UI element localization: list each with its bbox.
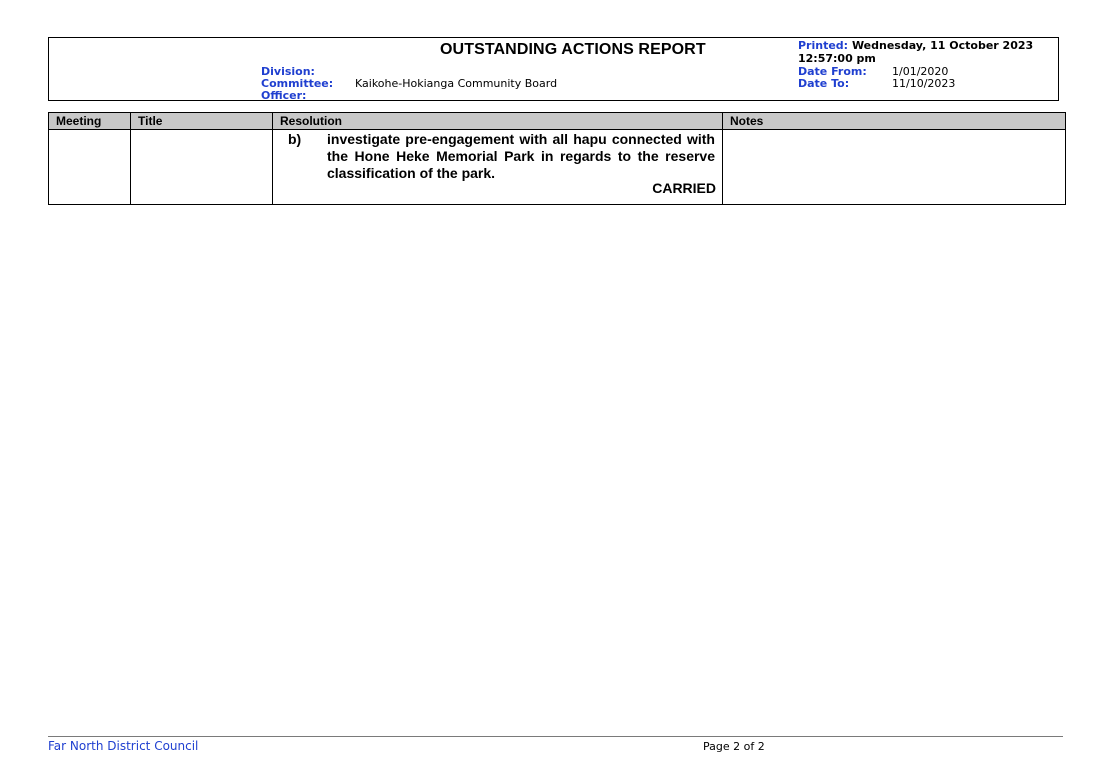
footer-organisation: Far North District Council [48,739,199,753]
date-from-value: 1/01/2020 [892,65,949,78]
division-label: Division: [261,65,315,78]
resolution-text: investigate pre-engagement with all hapu connected with the Hone Heke Memorial Park in regards to the reserve classification of the park. [327,131,715,181]
actions-table [48,112,1066,205]
date-to-label: Date To: [798,77,850,90]
column-header-resolution: Resolution [273,113,723,130]
officer-label: Officer: [261,89,307,102]
page-number: Page 2 of 2 [703,740,765,753]
committee-label: Committee: [261,77,334,90]
column-header-title: Title [131,113,273,130]
date-to-value: 11/10/2023 [892,77,956,90]
footer-divider [48,736,1063,737]
date-from-label: Date From: [798,65,867,78]
column-header-notes: Notes [723,113,1066,130]
title-cell [131,130,273,205]
printed-time: 12:57:00 pm [798,52,876,65]
report-header [48,37,1059,101]
committee-value: Kaikohe-Hokianga Community Board [355,77,558,90]
table-header-row [49,113,1066,130]
report-title: OUTSTANDING ACTIONS REPORT [440,41,706,58]
printed-label: Printed: [798,39,849,52]
resolution-cell [273,130,723,205]
resolution-number: b) [288,131,302,147]
notes-cell [723,130,1066,205]
table-row [49,130,1066,205]
printed-timestamp [798,39,1033,65]
printed-date: Wednesday, 11 October 2023 [851,39,1034,52]
column-header-meeting: Meeting [49,113,131,130]
meeting-cell [49,130,131,205]
resolution-status: CARRIED [652,180,716,196]
